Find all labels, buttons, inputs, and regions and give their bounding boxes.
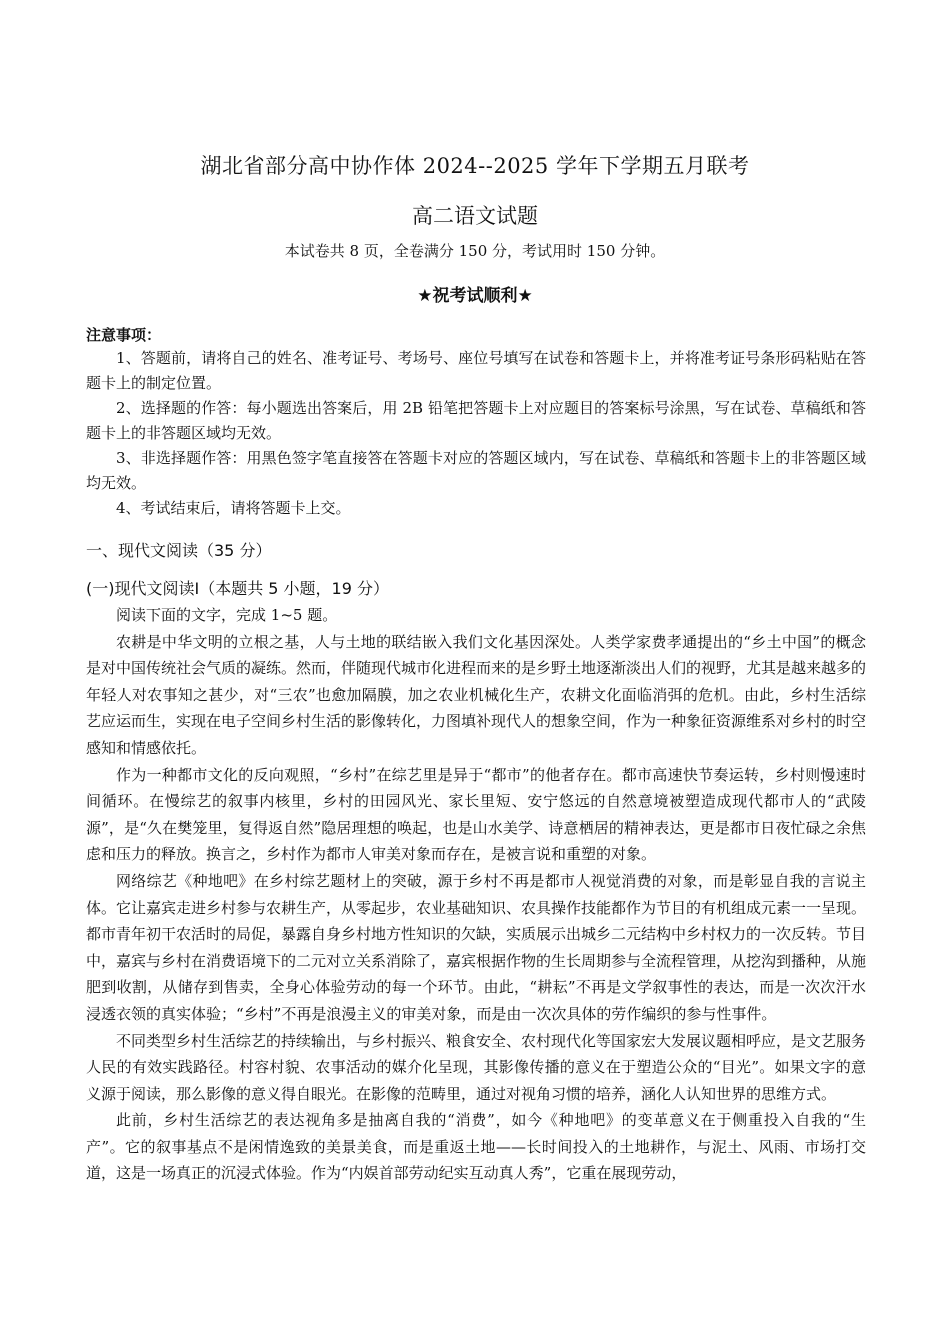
passage-paragraph: 不同类型乡村生活综艺的持续输出，与乡村振兴、粮食安全、农村现代化等国家宏大发展议题相呼应，是文艺服务人民的有效实践路径。村容村貌、农事活动的媒介化呈现，其影像传播的意义在于塑造公众的“目光”。如果文字的意义源于阅读，那么影像的意义得自眼光。在影像的范畴里，通过对视角习惯的培养，涵化人认知世界的思维方式。 [86,1031,867,1103]
passage-paragraph: 农耕是中华文明的立根之基，人与土地的联结嵌入我们文化基因深处。人类学家费孝通提出的“乡土中国”的概念是对中国传统社会气质的凝练。然而，伴随现代城市化进程而来的是乡野土地逐渐淡出人们的视野，尤其是越来越多的年轻人对农事知之甚少，对“三农”也愈加隔膜，加之农业机械化生产，农耕文化面临消弭的危机。由此，乡村生活综艺应运而生，实现在电子空间乡村生活的影像转化，力图填补现代人的想象空间，作为一种象征资源维系对乡村的时空感知和情感依托。 [86,632,867,757]
passage-paragraph: 此前，乡村生活综艺的表达视角多是抽离自我的“消费”，如今《种地吧》的变革意义在于侧重投入自我的“生产”。它的叙事基点不是闲情逸致的美景美食，而是重返土地——长时间投入的土地耕作，与泥土、风雨、市场打交道，这是一场真正的沉浸式体验。作为“内娱首部劳动纪实互动真人秀”，它重在展现劳动， [86,1111,866,1183]
good-luck-banner: ★祝考试顺利★ [417,286,533,306]
note-item: 3、非选择题作答：用黑色签字笔直接答在答题卡对应的答题区域内，写在试卷、草稿纸和答题卡上的非答题区域均无效。 [86,449,866,492]
notes-heading: 注意事项： [86,326,162,344]
section-heading: 一、现代文阅读（35 分） [86,541,272,560]
exam-info: 本试卷共 8 页，全卷满分 150 分，考试用时 150 分钟。 [284,242,666,260]
passage-instruction: 阅读下面的文字，完成 1~5 题。 [116,606,338,624]
note-item: 1、答题前，请将自己的姓名、准考证号、考场号、座位号填写在试卷和答题卡上，并将准考证号条形码粘贴在答题卡上的制定位置。 [86,349,866,392]
note-item: 4、考试结束后，请将答题卡上交。 [116,499,351,517]
passage-paragraph: 网络综艺《种地吧》在乡村综艺题材上的突破，源于乡村不再是都市人视觉消费的对象，而是彰显自我的言说主体。它让嘉宾走进乡村参与农耕生产，从零起步，农业基础知识、农具操作技能都作为节目的有机组成元素一一呈现。都市青年初干农活时的局促，暴露自身乡村地方性知识的欠缺，实质展示出城乡二元结构中乡村权力的一次反转。节目中，嘉宾与乡村在消费语境下的二元对立关系消除了，嘉宾根据作物的生长周期参与全流程管理，从挖沟到播种，从施肥到收割，从储存到售卖，全身心体验劳动的每一个环节。由此，“耕耘”不再是文学叙事性的表达，而是一次次汗水浸透衣领的真实体验；“乡村”不再是浪漫主义的审美对象，而是由一次次具体的劳作编织的参与性事件。 [86,871,867,1023]
passage-paragraph: 作为一种都市文化的反向观照，“乡村”在综艺里是异于“都市”的他者存在。都市高速快节奏运转，乡村则慢速时间循环。在慢综艺的叙事内核里，乡村的田园风光、家长里短、安宁悠远的自然意境被塑造成现代都市人的“武陵源”，是“久在樊笼里，复得返自然”隐居理想的唤起，也是山水美学、诗意栖居的精神表达，更是都市日夜忙碌之余焦虑和压力的释放。换言之，乡村作为都市人审美对象而存在，是被言说和重塑的对象。 [86,765,866,864]
exam-title: 湖北省部分高中协作体 2024--2025 学年下学期五月联考 [200,154,750,178]
reading-passage [86,602,866,1187]
subsection-heading: (一)现代文阅读Ⅰ（本题共 5 小题，19 分） [86,579,390,598]
note-item: 2、选择题的作答：每小题选出答案后，用 2B 铅笔把答题卡上对应题目的答案标号涂黑，写在试卷、草稿纸和答题卡上的非答题区域均无效。 [86,399,866,442]
exam-subtitle: 高二语文试题 [412,204,538,228]
notes-list [86,346,866,521]
